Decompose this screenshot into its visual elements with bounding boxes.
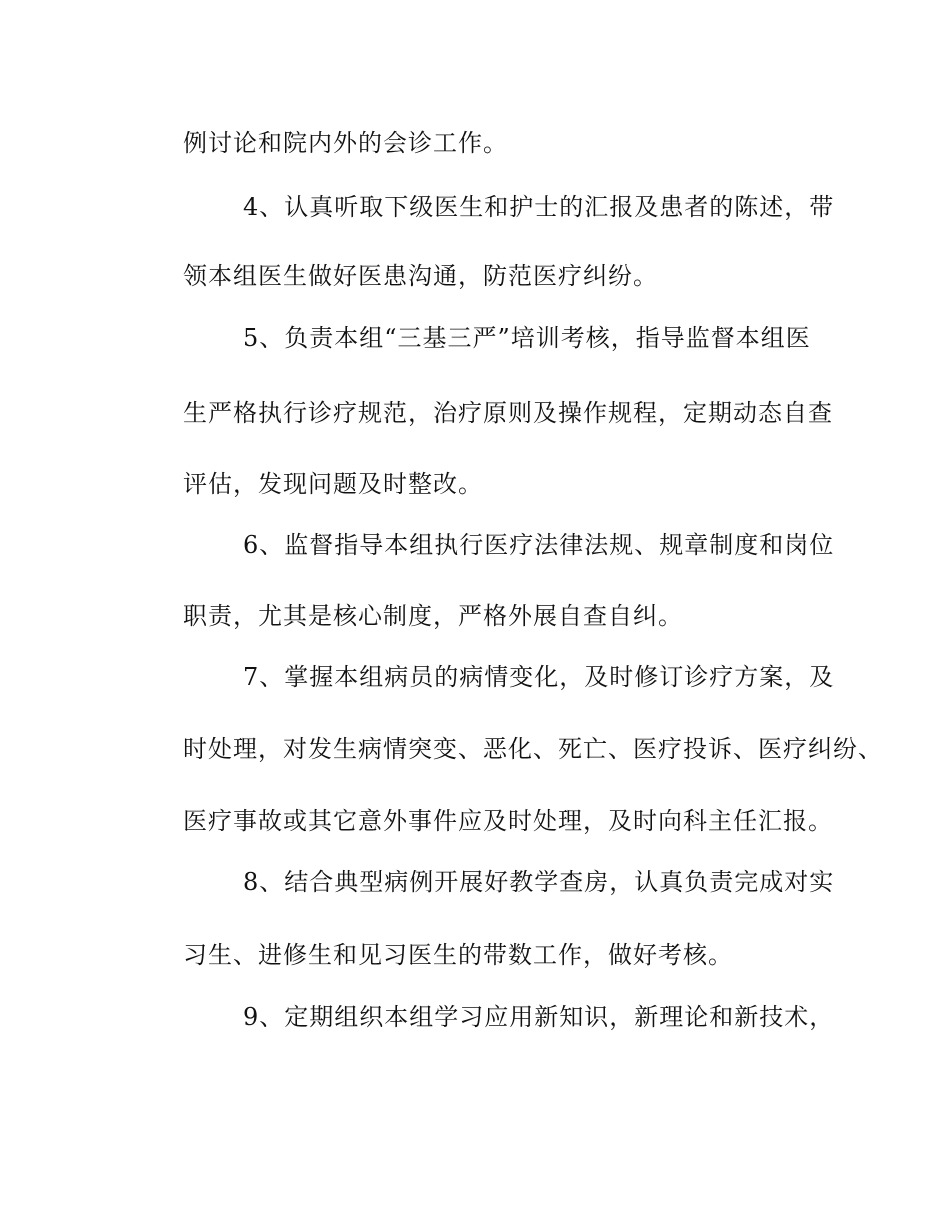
text-line: 评估，发现问题及时整改。 (183, 470, 483, 498)
text-line: 生严格执行诊疗规范，治疗原则及操作规程，定期动态自查 (183, 399, 833, 427)
text-line: 领本组医生做好医患沟通，防范医疗纠纷。 (183, 262, 658, 290)
text-line: 职责，尤其是核心制度，严格外展自查自纠。 (183, 602, 683, 630)
list-item-9: 9、定期组织本组学习应用新知识，新理论和新技术， (243, 1003, 835, 1031)
text-line: 医疗事故或其它意外事件应及时处理，及时向科主任汇报。 (183, 807, 833, 835)
list-item-8: 8、结合典型病例开展好教学查房，认真负责完成对实 (243, 868, 835, 896)
list-item-6: 6、监督指导本组执行医疗法律法规、规章制度和岗位 (243, 531, 835, 559)
text-line: 习生、进修生和见习医生的带数工作，做好考核。 (183, 941, 733, 969)
list-item-7: 7、掌握本组病员的病情变化，及时修订诊疗方案，及 (243, 663, 835, 691)
list-item-5: 5、负责本组“三基三严”培训考核，指导监督本组医 (243, 324, 811, 352)
text-line: 例讨论和院内外的会诊工作。 (183, 129, 508, 157)
list-item-4: 4、认真听取下级医生和护士的汇报及患者的陈述，带 (243, 193, 835, 221)
text-line: 时处理，对发生病情突变、恶化、死亡、医疗投诉、医疗纠纷、 (183, 735, 883, 763)
